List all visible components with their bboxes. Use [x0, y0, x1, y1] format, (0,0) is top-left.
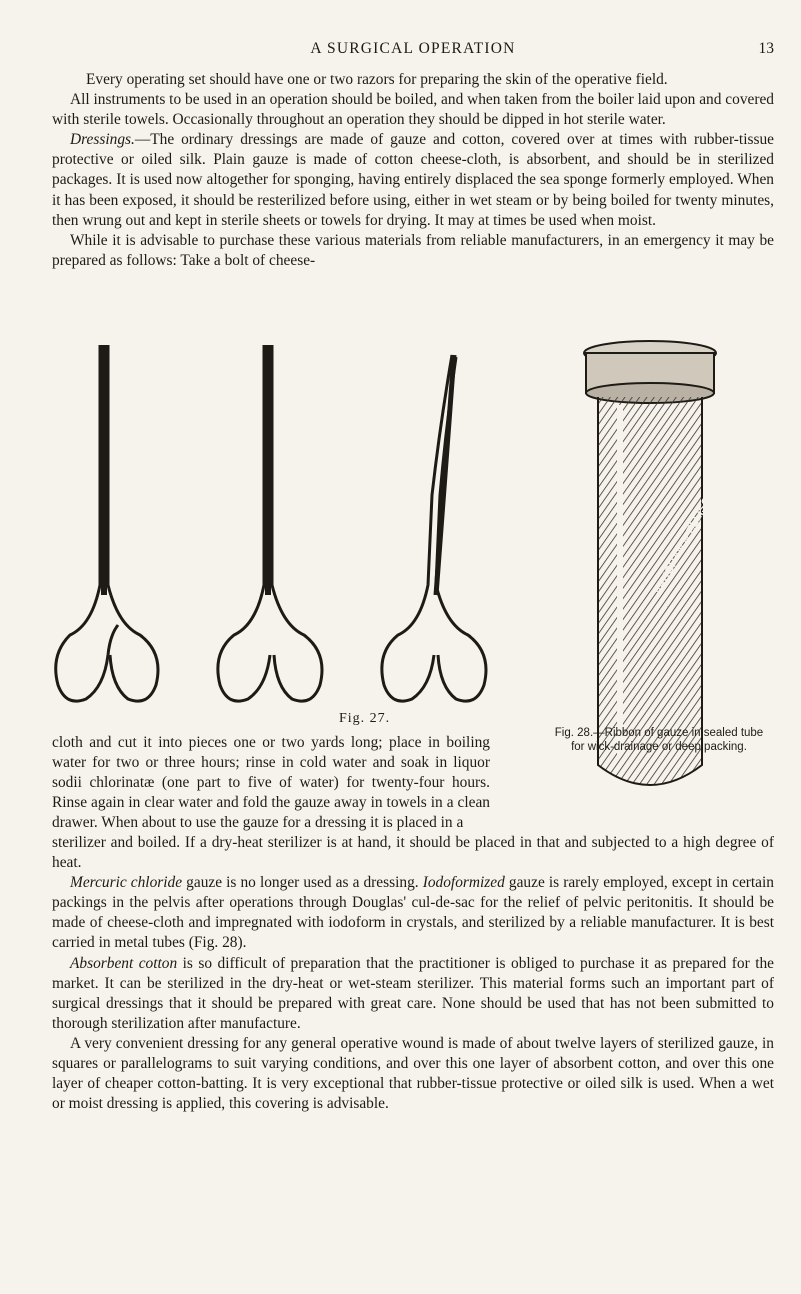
tube-label: VAUGHAN & ELLISON — [652, 487, 718, 597]
top-text-block — [52, 70, 774, 271]
absorbent-text: is so difficult of preparation that the practitioner is obliged to purchase it as prepared for the market. It can be sterilized in the dry-heat or wet-steam sterilizer. This material forms such an important part of surgical dressings that it should be prepared with great care. None should be used that has not been submitted to thorough sterilization after manufacture. — [52, 954, 774, 1032]
bottom-text-block — [52, 833, 774, 1114]
mercuric-text-2: gauze is rarely employed, except in certain packings in the pelvis after operations through Douglas' cul-de-sac for the relief of pelvic peritonitis. It should be made of cheese-cloth and impregnated with iodoform in crystals, and sterilized by a reliable manufacturer. It is best carried in metal tubes (Fig. 28). — [52, 874, 774, 952]
paragraph-while: While it is advisable to purchase these various materials from reliable manufacturers, in an emergency it may be prepared as follows: Take a bolt of cheese- — [52, 231, 774, 269]
page-number: 13 — [758, 40, 774, 57]
paragraph-instruments: All instruments to be used in an operation should be boiled, and when taken from the boiler laid upon and covered with sterile towels. Occasionally throughout an operation they should be dipped in hot sterile water. — [52, 91, 774, 129]
page-header — [52, 40, 774, 62]
paragraph-razors: Every operating set should have one or two razors for preparing the skin of the operative field. — [86, 71, 668, 88]
iodoformized-heading: Iodoformized — [422, 874, 505, 892]
mercuric-text-1: gauze is no longer used as a dressing. — [182, 874, 423, 892]
paragraph-mercuric — [52, 873, 774, 953]
figures-area — [52, 335, 774, 795]
figure-28-caption: Fig. 28.—Ribbon of gauze in sealed tube for wick-drainage or deep packing. — [554, 727, 764, 753]
paragraph-cheesecloth: cloth and cut it into pieces one or two yards long; place in boiling water for two or three hours; rinse in cold water and soak in liquor sodii chlorinatæ (one part to five of water) for twenty-four hours. Rinse again in clear water and fold the gauze away in towels in a clean drawer. When about to use the gauze for a dressing it is placed in a — [52, 734, 490, 832]
dressings-heading: Dressings. — [70, 131, 135, 149]
wrapped-text-column — [52, 733, 490, 833]
dressings-text: —The ordinary dressings are made of gauze and cotton, covered over at times with rubber-tissue protective or oiled silk. Plain gauze is made of cotton cheese-cloth, is absorbent, and should be in sterilized packages. It is used now altogether for sponging, having entirely displaced the sea sponge formerly employed. When it has been exposed, it should be resterilized before using, either in wet steam or by being boiled for twenty minutes, then wrung out and kept in sterile sheets or towels for drying. It may at times be used when moist. — [52, 131, 774, 229]
absorbent-heading: Absorbent cotton — [70, 954, 178, 972]
forceps-illustration — [52, 335, 652, 715]
paragraph-convenient-dressing: A very convenient dressing for any general operative wound is made of about twelve layers of sterilized gauze, in squares or parallelograms to suit varying conditions, and over this one layer of absorbent cotton, and over this one layer of cheaper cotton-batting. It is very exceptional that rubber-tissue protective or oiled silk is used. When a wet or moist dressing is applied, this covering is advisable. — [52, 1034, 774, 1113]
figure-27-caption: Fig. 27. — [339, 711, 391, 726]
paragraph-absorbent — [52, 954, 774, 1034]
paragraph-sterilizer: sterilizer and boiled. If a dry-heat sterilizer is at hand, it should be placed in that and subjected to a high degree of heat. — [52, 834, 774, 872]
running-head: A SURGICAL OPERATION — [310, 40, 516, 57]
mercuric-heading: Mercuric chloride — [70, 874, 183, 892]
paragraph-dressings — [52, 130, 774, 230]
